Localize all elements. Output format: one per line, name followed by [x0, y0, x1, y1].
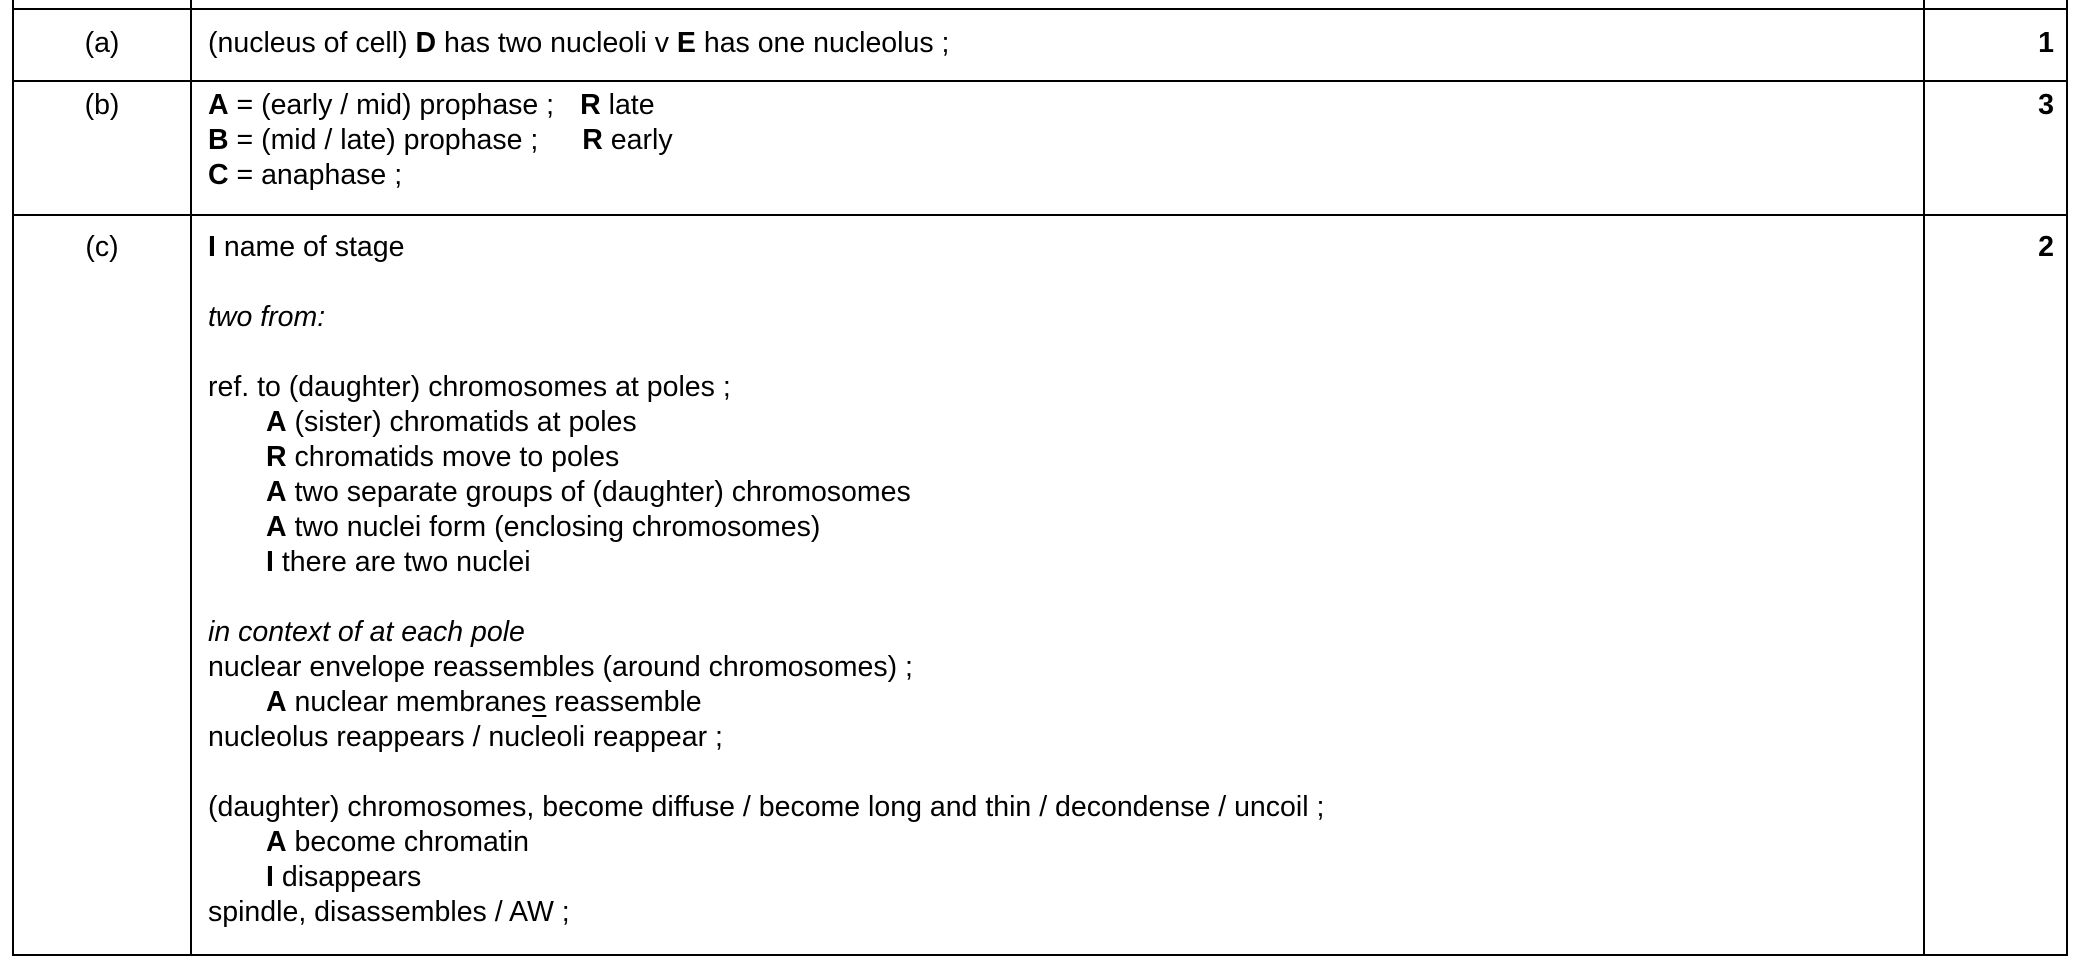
answer-cell-c	[191, 215, 1924, 955]
note-line: A (sister) chromatids at poles	[266, 406, 637, 438]
part-label-c: (c)	[13, 215, 191, 955]
note-line: R chromatids move to poles	[266, 441, 620, 473]
part-label-a: (a)	[13, 9, 191, 81]
table-row-a	[13, 9, 2067, 81]
answer-line: (nucleus of cell) D has two nucleoli v E has one nucleolus ;	[208, 27, 950, 59]
two-from-heading: two from:	[208, 301, 326, 333]
marks-a: 1	[1924, 9, 2067, 81]
note-line: A two separate groups of (daughter) chromosomes	[266, 476, 911, 508]
note-line: A become chromatin	[266, 826, 529, 858]
note-line: I there are two nuclei	[266, 546, 531, 578]
note-line: I disappears	[266, 861, 422, 893]
mark-scheme-table	[12, 0, 2068, 956]
marks-b: 3	[1924, 81, 2067, 215]
note-line: A two nuclei form (enclosing chromosomes)	[266, 511, 821, 543]
answer-line: (daughter) chromosomes, become diffuse / become long and thin / decondense / uncoil ;	[208, 791, 1325, 823]
answer-line: B = (mid / late) prophase ; R early	[208, 124, 673, 156]
note-line: A nuclear membranes reassemble	[266, 686, 702, 718]
table-top-stub	[13, 0, 2067, 9]
answer-line: nucleolus reappears / nucleoli reappear ;	[208, 721, 723, 753]
answer-line: spindle, disassembles / AW ;	[208, 896, 570, 928]
table-row-c	[13, 215, 2067, 955]
answer-line: ref. to (daughter) chromosomes at poles ;	[208, 371, 731, 403]
answer-line: C = anaphase ;	[208, 159, 403, 191]
part-label-b: (b)	[13, 81, 191, 215]
marks-c: 2	[1924, 215, 2067, 955]
answer-line: nuclear envelope reassembles (around chromosomes) ;	[208, 651, 913, 683]
answer-line: A = (early / mid) prophase ; R late	[208, 89, 655, 121]
answer-cell-a	[191, 9, 1924, 81]
answer-cell-b	[191, 81, 1924, 215]
ignore-note: I name of stage	[208, 231, 405, 263]
context-heading: in context of at each pole	[208, 616, 525, 648]
table-row-b	[13, 81, 2067, 215]
